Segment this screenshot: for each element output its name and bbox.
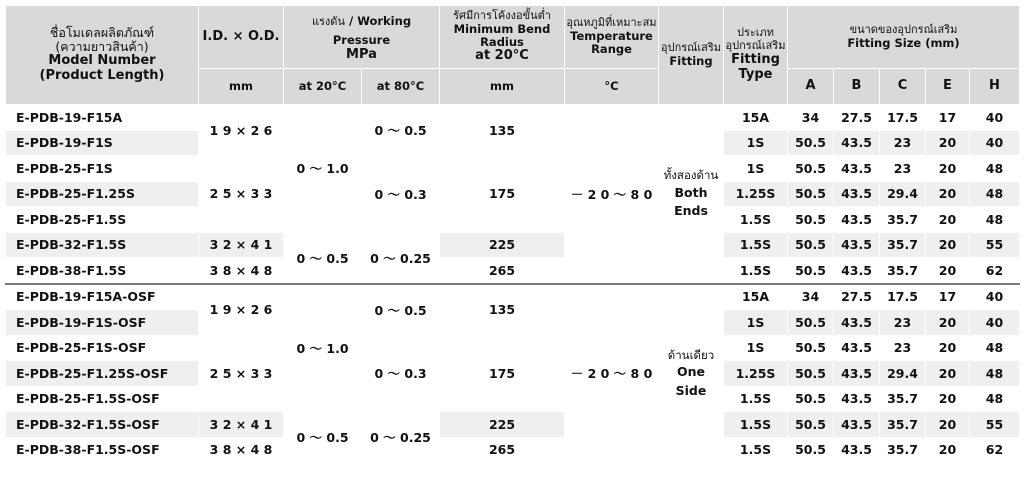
size-c-cell: 35.7 (880, 437, 926, 463)
idod-cell: 3 2 × 4 1 (199, 232, 284, 258)
table-row (6, 284, 1020, 310)
model-cell: E-PDB-38-F1.5S (6, 258, 199, 284)
size-b-cell: 43.5 (834, 130, 880, 156)
size-b-cell: 27.5 (834, 105, 880, 131)
bend-unit: mm (440, 69, 565, 105)
fitting-cell (659, 284, 724, 463)
bend-radius-cell: 225 (440, 412, 565, 438)
size-e-cell: 20 (926, 361, 970, 387)
size-e-cell: 17 (926, 105, 970, 131)
fitting-type-cell: 1.5S (724, 232, 788, 258)
pressure-20-cell: 0 ～ 0.5 (284, 232, 362, 284)
table-row (6, 156, 1020, 182)
model-cell: E-PDB-32-F1.5S (6, 232, 199, 258)
bend-radius-cell: 265 (440, 258, 565, 284)
size-e-cell: 20 (926, 310, 970, 336)
bend-header-en-2: at 20°C (475, 48, 529, 64)
size-c-cell: 35.7 (880, 412, 926, 438)
pressure-80-cell: 0 ～ 0.5 (362, 284, 440, 336)
fitting-type-header-en: Fitting (731, 51, 780, 67)
size-c-cell: 23 (880, 130, 926, 156)
size-h-cell: 48 (970, 361, 1020, 387)
size-e-cell: 20 (926, 207, 970, 233)
size-b-cell: 43.5 (834, 361, 880, 387)
size-b-cell: 43.5 (834, 207, 880, 233)
size-a-cell: 50.5 (788, 181, 834, 207)
pressure-unit: MPa (346, 46, 377, 62)
size-a-cell: 50.5 (788, 130, 834, 156)
size-col-b-header: B (834, 69, 880, 105)
fitting-type-header-thai-2: อุปกรณ์เสริม (725, 39, 786, 53)
fitting-size-header-thai: ขนาดของอุปกรณ์เสริม (849, 23, 958, 37)
spec-table-container (5, 5, 1019, 463)
model-header-en-2: (Product Length) (39, 68, 165, 84)
fitting-type-cell: 15A (724, 284, 788, 310)
pressure-20-cell: 0 ～ 0.5 (284, 412, 362, 463)
size-col-c-header: C (880, 69, 926, 105)
pressure-20-cell: 0 ～ 1.0 (284, 105, 362, 233)
size-e-cell: 20 (926, 412, 970, 438)
size-e-cell: 20 (926, 232, 970, 258)
model-cell: E-PDB-38-F1.5S-OSF (6, 437, 199, 463)
size-h-cell: 55 (970, 232, 1020, 258)
fitting-type-header-thai: ประเภท (736, 26, 775, 40)
table-row (6, 258, 1020, 284)
table-row (6, 412, 1020, 438)
model-cell: E-PDB-25-F1.5S-OSF (6, 386, 199, 412)
model-cell: E-PDB-25-F1.25S (6, 181, 199, 207)
fitting-header (659, 6, 724, 105)
size-b-cell: 43.5 (834, 156, 880, 182)
bend-radius-cell: 135 (440, 105, 565, 156)
model-cell: E-PDB-25-F1.5S (6, 207, 199, 233)
size-h-cell: 48 (970, 386, 1020, 412)
bend-radius-cell: 265 (440, 437, 565, 463)
bend-radius-cell: 135 (440, 284, 565, 336)
fitting-en-label: Both (674, 184, 708, 200)
size-b-cell: 43.5 (834, 310, 880, 336)
fitting-type-cell: 1.5S (724, 386, 788, 412)
size-c-cell: 17.5 (880, 105, 926, 131)
size-c-cell: 29.4 (880, 361, 926, 387)
size-c-cell: 35.7 (880, 258, 926, 284)
size-h-cell: 40 (970, 105, 1020, 131)
size-col-a-header: A (788, 69, 834, 105)
size-h-cell: 48 (970, 156, 1020, 182)
fitting-type-cell: 1.5S (724, 412, 788, 438)
size-c-cell: 17.5 (880, 284, 926, 310)
size-c-cell: 35.7 (880, 232, 926, 258)
fitting-header-thai: อุปกรณ์เสริม (661, 41, 721, 55)
fitting-type-cell: 1S (724, 130, 788, 156)
size-a-cell: 50.5 (788, 310, 834, 336)
pressure-80-cell: 0 ～ 0.25 (362, 232, 440, 284)
table-row (6, 105, 1020, 131)
fitting-type-header-en-2: Type (738, 66, 773, 82)
model-header-thai-2: (ความยาวสินค้า) (55, 39, 149, 55)
size-b-cell: 43.5 (834, 412, 880, 438)
temp-header (565, 6, 659, 69)
model-cell: E-PDB-32-F1.5S-OSF (6, 412, 199, 438)
model-cell: E-PDB-25-F1.25S-OSF (6, 361, 199, 387)
size-b-cell: 43.5 (834, 335, 880, 361)
size-c-cell: 29.4 (880, 181, 926, 207)
size-b-cell: 43.5 (834, 232, 880, 258)
pressure-at80-header: at 80°C (362, 69, 440, 105)
bend-header-thai: รัศมีการโค้งงอขั้นต่ำ (453, 8, 551, 22)
model-cell: E-PDB-25-F1S (6, 156, 199, 182)
size-c-cell: 35.7 (880, 386, 926, 412)
size-h-cell: 48 (970, 181, 1020, 207)
fitting-thai-label: ทั้งสองด้าน (663, 168, 719, 183)
idod-cell: 3 8 × 4 8 (199, 437, 284, 463)
size-b-cell: 43.5 (834, 437, 880, 463)
size-h-cell: 40 (970, 310, 1020, 336)
fitting-header-en: Fitting (669, 53, 713, 68)
size-e-cell: 20 (926, 130, 970, 156)
size-h-cell: 62 (970, 258, 1020, 284)
bend-radius-cell: 175 (440, 156, 565, 233)
fitting-type-cell: 15A (724, 105, 788, 131)
fitting-type-cell: 1.5S (724, 207, 788, 233)
size-e-cell: 20 (926, 181, 970, 207)
model-header-thai: ชื่อโมเดลผลิตภัณฑ์ (49, 24, 155, 40)
bend-header-en: Minimum Bend Radius (453, 21, 551, 49)
idod-header: I.D. × O.D. (199, 6, 284, 69)
size-a-cell: 50.5 (788, 207, 834, 233)
model-header (6, 6, 199, 105)
pressure-at20-header: at 20°C (284, 69, 362, 105)
pressure-header (284, 6, 440, 69)
idod-cell: 2 5 × 3 3 (199, 335, 284, 412)
bend-header (440, 6, 565, 69)
size-h-cell: 40 (970, 284, 1020, 310)
fitting-en-label-2: Side (675, 382, 707, 398)
fitting-type-cell: 1.5S (724, 258, 788, 284)
bend-radius-cell: 225 (440, 232, 565, 258)
size-a-cell: 50.5 (788, 232, 834, 258)
model-cell: E-PDB-25-F1S-OSF (6, 335, 199, 361)
idod-cell: 3 2 × 4 1 (199, 412, 284, 438)
size-a-cell: 50.5 (788, 335, 834, 361)
size-b-cell: 27.5 (834, 284, 880, 310)
size-a-cell: 50.5 (788, 386, 834, 412)
fitting-type-cell: 1S (724, 310, 788, 336)
idod-cell: 1 9 × 2 6 (199, 105, 284, 156)
size-col-e-header: E (926, 69, 970, 105)
size-col-h-header: H (970, 69, 1020, 105)
size-b-cell: 43.5 (834, 258, 880, 284)
pressure-header-en: / Working Pressure (332, 14, 412, 47)
temp-header-en: Temperature (570, 29, 653, 44)
table-row (6, 232, 1020, 258)
fitting-en-label: One (676, 364, 705, 380)
size-h-cell: 48 (970, 335, 1020, 361)
size-a-cell: 50.5 (788, 437, 834, 463)
size-h-cell: 40 (970, 130, 1020, 156)
model-cell: E-PDB-19-F1S-OSF (6, 310, 199, 336)
size-e-cell: 20 (926, 437, 970, 463)
size-a-cell: 50.5 (788, 258, 834, 284)
pressure-header-thai: แรงดัน (311, 15, 345, 29)
idod-cell: 1 9 × 2 6 (199, 284, 284, 336)
size-e-cell: 20 (926, 386, 970, 412)
size-a-cell: 34 (788, 284, 834, 310)
temp-header-thai: อุณหภูมิที่เหมาะสม (566, 16, 657, 30)
size-e-cell: 20 (926, 258, 970, 284)
fitting-type-cell: 1S (724, 156, 788, 182)
pressure-80-cell: 0 ～ 0.3 (362, 335, 440, 412)
fitting-type-cell: 1.25S (724, 361, 788, 387)
model-cell: E-PDB-19-F15A-OSF (6, 284, 199, 310)
idod-cell: 3 8 × 4 8 (199, 258, 284, 284)
temp-range-cell: － 2 0 ～ 8 0 (565, 105, 659, 284)
table-header (6, 6, 1020, 105)
size-e-cell: 17 (926, 284, 970, 310)
size-b-cell: 43.5 (834, 181, 880, 207)
bend-radius-cell: 175 (440, 335, 565, 412)
table-row (6, 437, 1020, 463)
pressure-80-cell: 0 ～ 0.25 (362, 412, 440, 463)
size-c-cell: 23 (880, 310, 926, 336)
idod-cell: 2 5 × 3 3 (199, 156, 284, 233)
fitting-type-cell: 1.25S (724, 181, 788, 207)
size-c-cell: 35.7 (880, 207, 926, 233)
pressure-80-cell: 0 ～ 0.3 (362, 156, 440, 233)
pressure-20-cell: 0 ～ 1.0 (284, 284, 362, 412)
fitting-thai-label: ด้านเดียว (667, 347, 715, 362)
size-a-cell: 50.5 (788, 156, 834, 182)
fitting-cell (659, 105, 724, 284)
size-e-cell: 20 (926, 156, 970, 182)
temp-range-cell: － 2 0 ～ 8 0 (565, 284, 659, 463)
temp-unit: °C (565, 69, 659, 105)
fitting-size-header-en: Fitting Size (mm) (847, 35, 960, 50)
pressure-80-cell: 0 ～ 0.5 (362, 105, 440, 156)
size-a-cell: 50.5 (788, 361, 834, 387)
table-row (6, 335, 1020, 361)
model-cell: E-PDB-19-F1S (6, 130, 199, 156)
fitting-type-header (724, 6, 788, 105)
temp-header-en-2: Range (591, 42, 632, 57)
fitting-type-cell: 1.5S (724, 437, 788, 463)
size-h-cell: 48 (970, 207, 1020, 233)
model-cell: E-PDB-19-F15A (6, 105, 199, 131)
size-c-cell: 23 (880, 156, 926, 182)
size-h-cell: 62 (970, 437, 1020, 463)
model-header-en: Model Number (48, 53, 156, 69)
fitting-type-cell: 1S (724, 335, 788, 361)
idod-unit: mm (199, 69, 284, 105)
fitting-size-header (788, 6, 1020, 69)
hose-spec-table (5, 5, 1020, 463)
size-a-cell: 34 (788, 105, 834, 131)
size-b-cell: 43.5 (834, 386, 880, 412)
size-c-cell: 23 (880, 335, 926, 361)
fitting-en-label-2: Ends (674, 203, 708, 219)
size-e-cell: 20 (926, 335, 970, 361)
size-a-cell: 50.5 (788, 412, 834, 438)
size-h-cell: 55 (970, 412, 1020, 438)
table-body (6, 105, 1020, 463)
